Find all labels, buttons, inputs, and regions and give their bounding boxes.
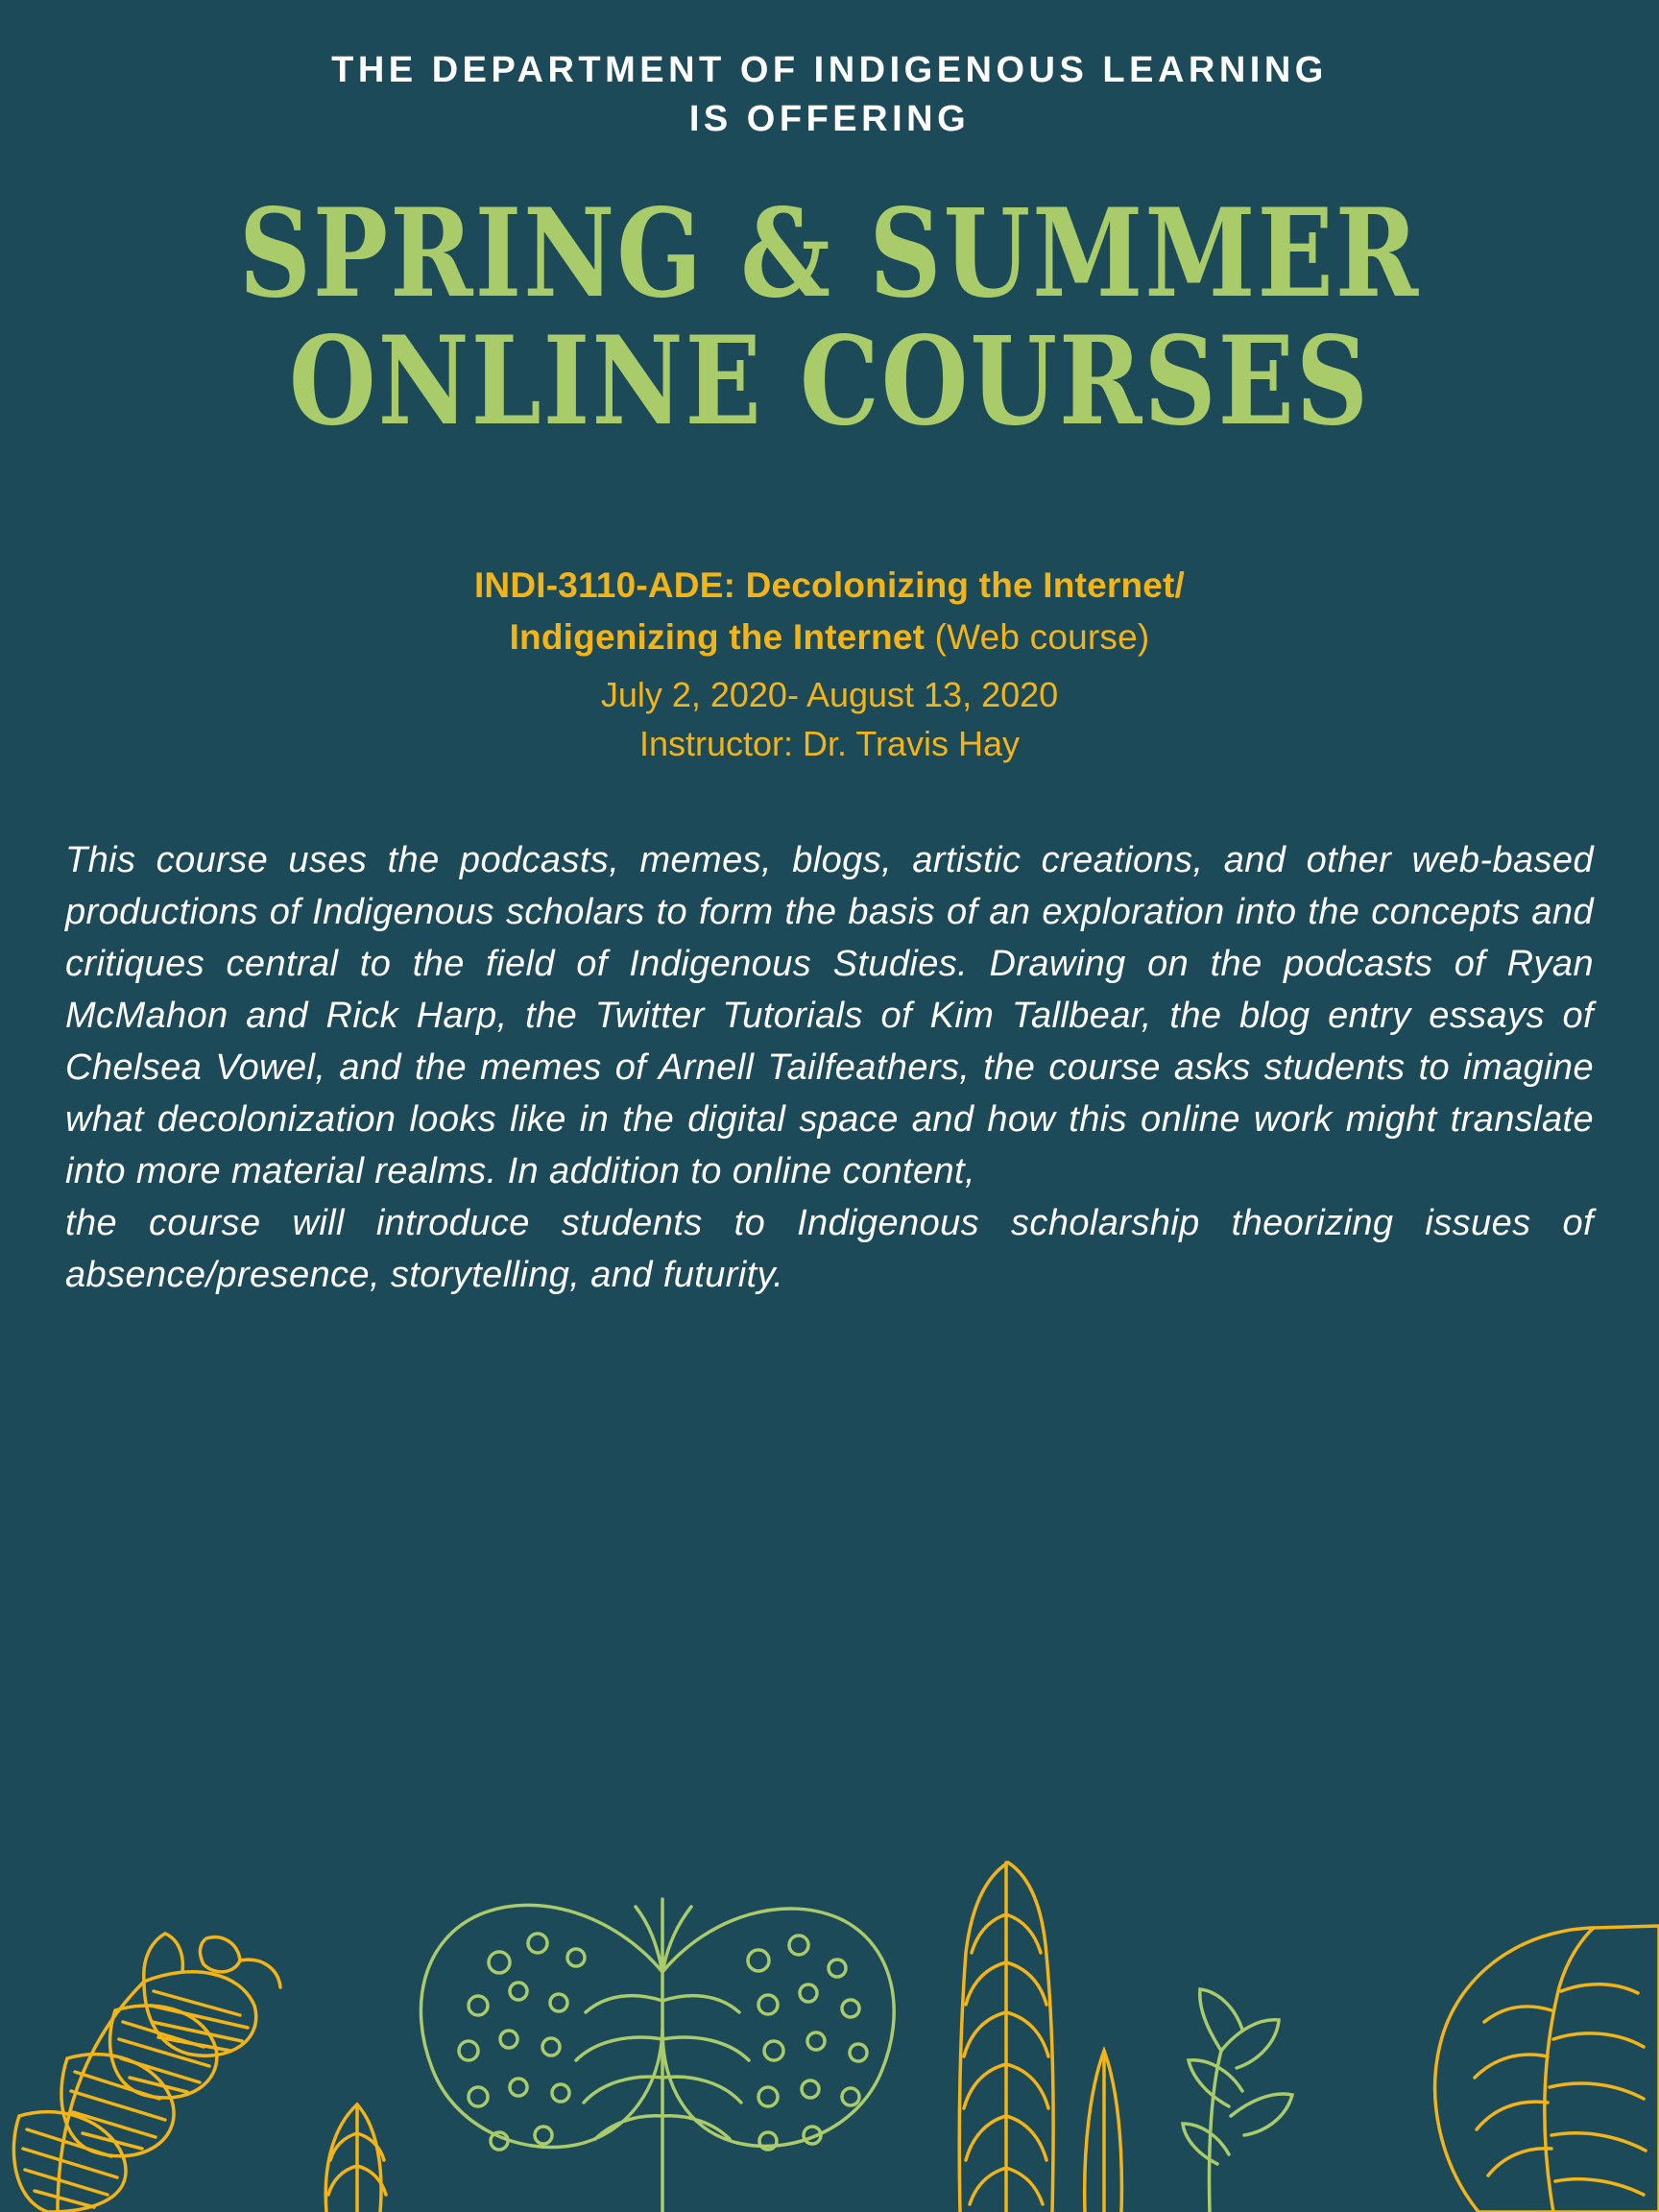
yellow-fern-left <box>13 1934 280 2212</box>
page-title <box>0 180 1659 453</box>
course-title <box>221 560 1438 662</box>
headline-line-1: SPRING & SUMMER <box>238 180 1421 325</box>
yellow-broad-leaf <box>959 1863 1121 2212</box>
yellow-small-fronds <box>325 2104 386 2212</box>
headline-line-2: ONLINE COURSES <box>289 308 1370 453</box>
course-instructor: Instructor: Dr. Travis Hay <box>638 724 1021 764</box>
course-dates: July 2, 2020- August 13, 2020 <box>600 675 1059 715</box>
description-paragraph-1: This course uses the podcasts, memes, blogs, artistic creations, and other web-based productions of Indigenous scholars to form the basis of an exploration into the concepts and critiques central to the field of Indigenous Studies. Drawing on the podcasts of Ryan McMahon and Rick Harp, the Twitter Tutorials of Kim Tallbear, the blog entry essays of Chelsea Vowel, and the memes of Arnell Tailfeathers, the course asks students to imagine what decolonization looks like in the digital space and how this online work might translate into more material realms. In addition to online content, <box>65 840 1594 1192</box>
course-title-line-2: Indigenizing the Internet <box>509 616 926 657</box>
green-leaf-center <box>421 1899 894 2212</box>
description-paragraph-2: the course will introduce students to Indigenous scholarship theorizing issues of absence/presence, storytelling, and futurity. <box>65 1203 1594 1296</box>
course-title-line-1: INDI-3110-ADE: Decolonizing the Internet/ <box>473 565 1186 605</box>
eyebrow-heading <box>0 0 1659 145</box>
yellow-round-leaf-right <box>1435 1926 1659 2212</box>
course-format: (Web course) <box>934 616 1150 657</box>
botanical-illustration <box>0 1799 1659 2212</box>
course-description <box>0 835 1659 1302</box>
course-block <box>0 560 1659 769</box>
green-sprig <box>1183 1989 1292 2212</box>
eyebrow-line-2: IS OFFERING <box>688 99 971 140</box>
eyebrow-line-1: THE DEPARTMENT OF INDIGENOUS LEARNING <box>331 50 1328 90</box>
